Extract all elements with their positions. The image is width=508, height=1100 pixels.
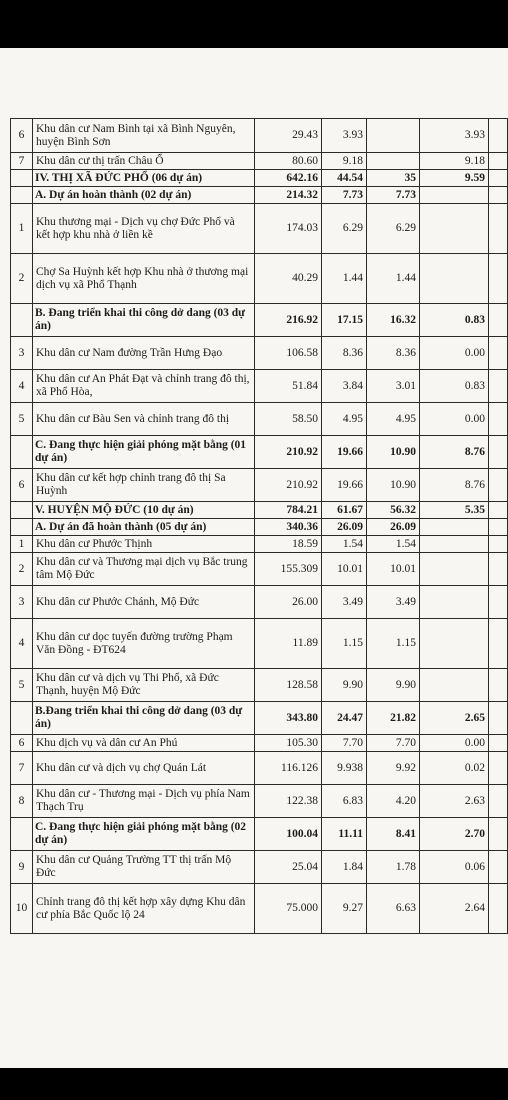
row-number	[11, 187, 33, 204]
project-name: IV. THỊ XÃ ĐỨC PHỔ (06 dự án)	[33, 170, 255, 187]
table-row	[11, 536, 508, 553]
row-number: 6	[11, 735, 33, 752]
area-total: 128.58	[255, 669, 322, 702]
empty-cell	[489, 170, 508, 187]
section-header-row	[11, 702, 508, 735]
area-value-3: 8.76	[420, 469, 489, 502]
project-name: Khu dân cư An Phát Đạt và chỉnh trang đô thị, xã Phổ Hòa,	[33, 370, 255, 403]
area-value-3: 5.35	[420, 502, 489, 519]
table-row	[11, 119, 508, 153]
area-value-2: 1.54	[367, 536, 420, 553]
empty-cell	[489, 619, 508, 669]
project-name: Khu dân cư Bàu Sen và chỉnh trang đô thị	[33, 403, 255, 436]
project-name: Khu dân cư Nam Bình tại xã Bình Nguyên, huyện Bình Sơn	[33, 119, 255, 153]
project-name: Khu dân cư Nam đường Trần Hưng Đạo	[33, 337, 255, 370]
table-row	[11, 785, 508, 818]
project-name: Khu dân cư Quảng Trường TT thị trấn Mộ Đức	[33, 851, 255, 884]
table-row	[11, 469, 508, 502]
area-value-2: 3.49	[367, 586, 420, 619]
area-value-2: 8.36	[367, 337, 420, 370]
empty-cell	[489, 254, 508, 304]
project-name: Khu dân cư dọc tuyến đường trường Phạm Văn Đồng - ĐT624	[33, 619, 255, 669]
area-value-2: 6.63	[367, 884, 420, 934]
table-row	[11, 851, 508, 884]
empty-cell	[489, 469, 508, 502]
row-number: 8	[11, 785, 33, 818]
area-value-3	[420, 536, 489, 553]
row-number: 1	[11, 536, 33, 553]
section-header-row	[11, 818, 508, 851]
row-number	[11, 702, 33, 735]
area-value-1: 10.01	[322, 553, 367, 586]
project-name: Khu dân cư Phước Chánh, Mộ Đức	[33, 586, 255, 619]
area-value-2: 1.15	[367, 619, 420, 669]
row-number	[11, 519, 33, 536]
row-number: 5	[11, 403, 33, 436]
empty-cell	[489, 337, 508, 370]
area-value-3: 9.18	[420, 153, 489, 170]
area-value-3: 9.59	[420, 170, 489, 187]
area-value-1: 1.15	[322, 619, 367, 669]
area-value-1: 19.66	[322, 436, 367, 469]
area-total: 343.80	[255, 702, 322, 735]
area-total: 214.32	[255, 187, 322, 204]
area-value-3: 0.83	[420, 370, 489, 403]
area-total: 58.50	[255, 403, 322, 436]
project-name: A. Dự án hoàn thành (02 dự án)	[33, 187, 255, 204]
table-row	[11, 619, 508, 669]
area-value-2: 56.32	[367, 502, 420, 519]
empty-cell	[489, 403, 508, 436]
bottom-black-bar	[0, 1068, 508, 1100]
project-name: Khu dân cư và dịch vụ chợ Quán Lát	[33, 752, 255, 785]
row-number: 2	[11, 553, 33, 586]
table-row	[11, 735, 508, 752]
area-value-3: 2.63	[420, 785, 489, 818]
row-number: 5	[11, 669, 33, 702]
row-number: 9	[11, 851, 33, 884]
empty-cell	[489, 702, 508, 735]
area-value-1: 8.36	[322, 337, 367, 370]
empty-cell	[489, 519, 508, 536]
area-total: 100.04	[255, 818, 322, 851]
area-total: 155.309	[255, 553, 322, 586]
project-name: Chợ Sa Huỳnh kết hợp Khu nhà ở thương mại dịch vụ xã Phổ Thạnh	[33, 254, 255, 304]
row-number: 7	[11, 153, 33, 170]
area-value-3: 0.00	[420, 403, 489, 436]
area-value-1: 44.54	[322, 170, 367, 187]
area-value-2: 7.70	[367, 735, 420, 752]
area-value-1: 24.47	[322, 702, 367, 735]
row-number: 4	[11, 370, 33, 403]
area-value-3: 0.00	[420, 337, 489, 370]
area-total: 122.38	[255, 785, 322, 818]
area-value-1: 9.90	[322, 669, 367, 702]
area-value-1: 9.938	[322, 752, 367, 785]
area-value-1: 3.49	[322, 586, 367, 619]
area-value-3: 2.70	[420, 818, 489, 851]
project-name: Khu dân cư kết hợp chỉnh trang đô thị Sa Huỳnh	[33, 469, 255, 502]
area-value-2: 16.32	[367, 304, 420, 337]
area-value-2: 35	[367, 170, 420, 187]
area-total: 106.58	[255, 337, 322, 370]
area-value-2: 3.01	[367, 370, 420, 403]
area-value-3	[420, 519, 489, 536]
area-value-3: 2.65	[420, 702, 489, 735]
project-name: Khu dân cư - Thương mại - Dịch vụ phía Nam Thạch Trụ	[33, 785, 255, 818]
row-number: 3	[11, 337, 33, 370]
area-value-1: 1.44	[322, 254, 367, 304]
table-row	[11, 586, 508, 619]
area-value-1: 26.09	[322, 519, 367, 536]
row-number: 7	[11, 752, 33, 785]
area-value-1: 3.84	[322, 370, 367, 403]
project-name: A. Dự án đã hoàn thành (05 dự án)	[33, 519, 255, 536]
area-value-2: 7.73	[367, 187, 420, 204]
area-value-3	[420, 204, 489, 254]
project-table	[10, 118, 508, 934]
section-header-row	[11, 436, 508, 469]
table-row	[11, 553, 508, 586]
empty-cell	[489, 818, 508, 851]
area-value-2: 10.01	[367, 553, 420, 586]
project-name: Khu thương mại - Dịch vụ chợ Đức Phổ và kết hợp khu nhà ở liền kề	[33, 204, 255, 254]
row-number	[11, 170, 33, 187]
area-total: 174.03	[255, 204, 322, 254]
area-total: 116.126	[255, 752, 322, 785]
area-value-3: 3.93	[420, 119, 489, 153]
empty-cell	[489, 187, 508, 204]
area-value-2: 8.41	[367, 818, 420, 851]
area-value-1: 61.67	[322, 502, 367, 519]
project-name: Khu dân cư Phước Thịnh	[33, 536, 255, 553]
area-value-1: 19.66	[322, 469, 367, 502]
empty-cell	[489, 502, 508, 519]
area-value-2: 26.09	[367, 519, 420, 536]
area-value-2	[367, 119, 420, 153]
row-number: 4	[11, 619, 33, 669]
area-value-1: 1.54	[322, 536, 367, 553]
table-row	[11, 254, 508, 304]
row-number	[11, 304, 33, 337]
area-total: 40.29	[255, 254, 322, 304]
empty-cell	[489, 752, 508, 785]
empty-cell	[489, 370, 508, 403]
area-value-3: 8.76	[420, 436, 489, 469]
area-value-1: 4.95	[322, 403, 367, 436]
area-value-1: 6.29	[322, 204, 367, 254]
project-name: Khu dịch vụ và dân cư An Phú	[33, 735, 255, 752]
row-number: 6	[11, 119, 33, 153]
area-value-3	[420, 669, 489, 702]
empty-cell	[489, 669, 508, 702]
empty-cell	[489, 204, 508, 254]
area-total: 51.84	[255, 370, 322, 403]
empty-cell	[489, 153, 508, 170]
project-name: V. HUYỆN MỘ ĐỨC (10 dự án)	[33, 502, 255, 519]
section-header-row	[11, 502, 508, 519]
row-number: 1	[11, 204, 33, 254]
project-name: Chỉnh trang đô thị kết hợp xây dựng Khu dân cư phía Bắc Quốc lộ 24	[33, 884, 255, 934]
area-value-2: 9.90	[367, 669, 420, 702]
project-name: B. Đang triển khai thi công dở dang (03 dự án)	[33, 304, 255, 337]
area-value-3: 2.64	[420, 884, 489, 934]
project-name: C. Đang thực hiện giải phóng mặt bằng (02 dự án)	[33, 818, 255, 851]
area-total: 75.000	[255, 884, 322, 934]
area-total: 784.21	[255, 502, 322, 519]
table-row	[11, 153, 508, 170]
area-value-1: 9.18	[322, 153, 367, 170]
section-header-row	[11, 519, 508, 536]
section-header-row	[11, 170, 508, 187]
empty-cell	[489, 735, 508, 752]
area-value-3: 0.02	[420, 752, 489, 785]
area-value-3: 0.83	[420, 304, 489, 337]
project-table-body	[11, 119, 508, 934]
empty-cell	[489, 119, 508, 153]
area-value-1: 1.84	[322, 851, 367, 884]
row-number	[11, 502, 33, 519]
top-black-bar	[0, 0, 508, 48]
area-value-1: 17.15	[322, 304, 367, 337]
area-value-2: 6.29	[367, 204, 420, 254]
area-total: 26.00	[255, 586, 322, 619]
table-row	[11, 884, 508, 934]
area-value-3	[420, 187, 489, 204]
empty-cell	[489, 553, 508, 586]
empty-cell	[489, 536, 508, 553]
area-value-1: 9.27	[322, 884, 367, 934]
project-name: B.Đang triển khai thi công dở dang (03 dự án)	[33, 702, 255, 735]
area-value-2: 9.92	[367, 752, 420, 785]
area-total: 29.43	[255, 119, 322, 153]
area-value-1: 11.11	[322, 818, 367, 851]
area-value-3	[420, 553, 489, 586]
area-total: 18.59	[255, 536, 322, 553]
empty-cell	[489, 586, 508, 619]
empty-cell	[489, 884, 508, 934]
area-value-3	[420, 586, 489, 619]
empty-cell	[489, 785, 508, 818]
area-value-1: 6.83	[322, 785, 367, 818]
area-value-2: 21.82	[367, 702, 420, 735]
area-value-3: 0.00	[420, 735, 489, 752]
area-value-3	[420, 619, 489, 669]
area-total: 340.36	[255, 519, 322, 536]
row-number	[11, 818, 33, 851]
project-name: Khu dân cư và dịch vụ Thi Phổ, xã Đức Thạnh, huyện Mộ Đức	[33, 669, 255, 702]
table-row	[11, 403, 508, 436]
area-value-2	[367, 153, 420, 170]
area-value-1: 7.70	[322, 735, 367, 752]
empty-cell	[489, 436, 508, 469]
table-row	[11, 752, 508, 785]
row-number: 10	[11, 884, 33, 934]
section-header-row	[11, 304, 508, 337]
empty-cell	[489, 851, 508, 884]
area-total: 216.92	[255, 304, 322, 337]
area-value-2: 4.95	[367, 403, 420, 436]
area-total: 25.04	[255, 851, 322, 884]
row-number: 2	[11, 254, 33, 304]
area-value-1: 3.93	[322, 119, 367, 153]
area-value-2: 4.20	[367, 785, 420, 818]
section-header-row	[11, 187, 508, 204]
project-name: Khu dân cư thị trấn Châu Ổ	[33, 153, 255, 170]
area-total: 210.92	[255, 436, 322, 469]
area-total: 105.30	[255, 735, 322, 752]
area-total: 210.92	[255, 469, 322, 502]
area-total: 80.60	[255, 153, 322, 170]
table-row	[11, 669, 508, 702]
area-value-2: 1.78	[367, 851, 420, 884]
table-row	[11, 337, 508, 370]
project-name: C. Đang thực hiện giải phóng mặt bằng (01 dự án)	[33, 436, 255, 469]
area-value-1: 7.73	[322, 187, 367, 204]
area-value-3	[420, 254, 489, 304]
row-number	[11, 436, 33, 469]
area-value-2: 10.90	[367, 469, 420, 502]
project-name: Khu dân cư và Thương mại dịch vụ Bắc trung tâm Mộ Đức	[33, 553, 255, 586]
row-number: 3	[11, 586, 33, 619]
table-row	[11, 370, 508, 403]
row-number: 6	[11, 469, 33, 502]
area-total: 642.16	[255, 170, 322, 187]
table-row	[11, 204, 508, 254]
area-value-2: 10.90	[367, 436, 420, 469]
empty-cell	[489, 304, 508, 337]
area-value-2: 1.44	[367, 254, 420, 304]
area-total: 11.89	[255, 619, 322, 669]
area-value-3: 0.06	[420, 851, 489, 884]
